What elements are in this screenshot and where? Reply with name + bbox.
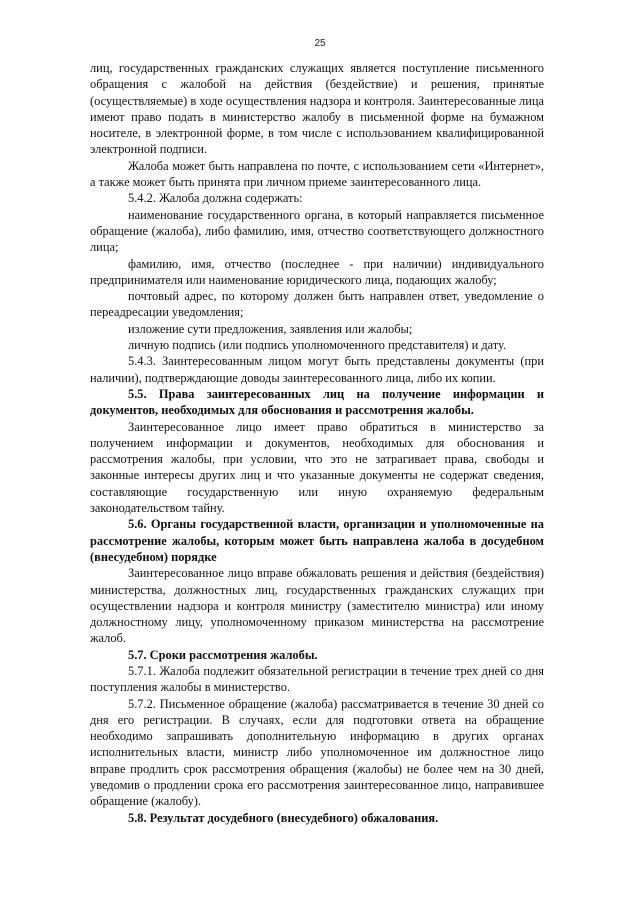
list-item-applicant-name: фамилию, имя, отчество (последнее - при наличии) индивидуального предпринимателя или наименование юридического лица, подающих жалобу; <box>90 256 544 287</box>
list-item-authority-name: наименование государственного органа, в который направляется письменное обращение (жалоба), либо фамилию, имя, отчество соответствующего должностного лица; <box>90 207 544 255</box>
paragraph-complaint-channels: Жалоба может быть направлена по почте, с использованием сети «Интернет», а также может быть принята при личном приеме заинтересованного лица. <box>90 158 544 190</box>
section-5-6-heading: 5.6. Органы государственной власти, организации и уполномоченные на рассмотрение жалобы, которым может быть направлена жалоба в досудебном (внесудебном) порядке <box>90 517 544 564</box>
list-item-signature: личную подпись (или подпись уполномоченного представителя) и дату. <box>128 338 507 353</box>
page-number: 25 <box>314 38 326 49</box>
section-5-7-heading: 5.7. Сроки рассмотрения жалобы. <box>128 647 318 662</box>
section-5-6-body: Заинтересованное лицо вправе обжаловать решения и действия (бездействия) министерства, должностных лиц, государственных гражданских служащих при осуществлении надзора и контроля министру (заместителю министра) или иному должностному лицу, уполномоченному приказом министерства на рассмотрение жалоб. <box>90 566 544 646</box>
section-5-8-heading: 5.8. Результат досудебного (внесудебного) обжалования. <box>128 810 439 825</box>
list-item-postal-address: почтовый адрес, по которому должен быть направлен ответ, уведомление о переадресации уведомления; <box>90 289 544 320</box>
clause-5-4-2-heading: 5.4.2. Жалоба должна содержать: <box>128 191 303 206</box>
clause-5-7-1: 5.7.1. Жалоба подлежит обязательной регистрации в течение трех дней со дня поступления жалобы в министерство. <box>90 663 544 695</box>
document-body <box>90 60 544 826</box>
list-item-essence: изложение сути предложения, заявления или жалобы; <box>128 321 413 336</box>
paragraph-complaint-basis: лиц, государственных гражданских служащих является поступление письменного обращения с жалобой на действия (бездействие) и решения, принятые (осуществляемые) в ходе осуществления надзора и контроля. Заинтересованные лица имеют право подать в министерство жалобу в письменной форме на бумажном носителе, в электронной форме, в том числе с использованием квалифицированной электронной подписи. <box>90 61 544 157</box>
section-5-5-body: Заинтересованное лицо имеет право обратиться в министерство за получением информации и документов, необходимых для обоснования и рассмотрения жалобы, при условии, что это не затрагивает права, свободы и законные интересы других лиц и что указанные документы не содержат сведения, составляющие государственную или иную охраняемую федеральным законодательством тайну. <box>90 419 544 516</box>
clause-5-7-2: 5.7.2. Письменное обращение (жалоба) рассматривается в течение 30 дней со дня его регистрации. В случаях, если для подготовки ответа на обращение необходимо запрашивать дополнительную информацию в других органах исполнительных власти, министр либо уполномоченное им должностное лицо вправе продлить срок рассмотрения обращения (жалобы) не более чем на 30 дней, уведомив о продлении срока его рассмотрения заинтересованное лицо, направившее обращение (жалобу). <box>90 696 544 809</box>
section-5-5-heading: 5.5. Права заинтересованных лиц на получение информации и документов, необходимых для обоснования и рассмотрения жалобы. <box>90 386 544 418</box>
clause-5-4-3: 5.4.3. Заинтересованным лицом могут быть представлены документы (при наличии), подтверждающие доводы заинтересованного лица, либо их копии. <box>90 354 544 385</box>
